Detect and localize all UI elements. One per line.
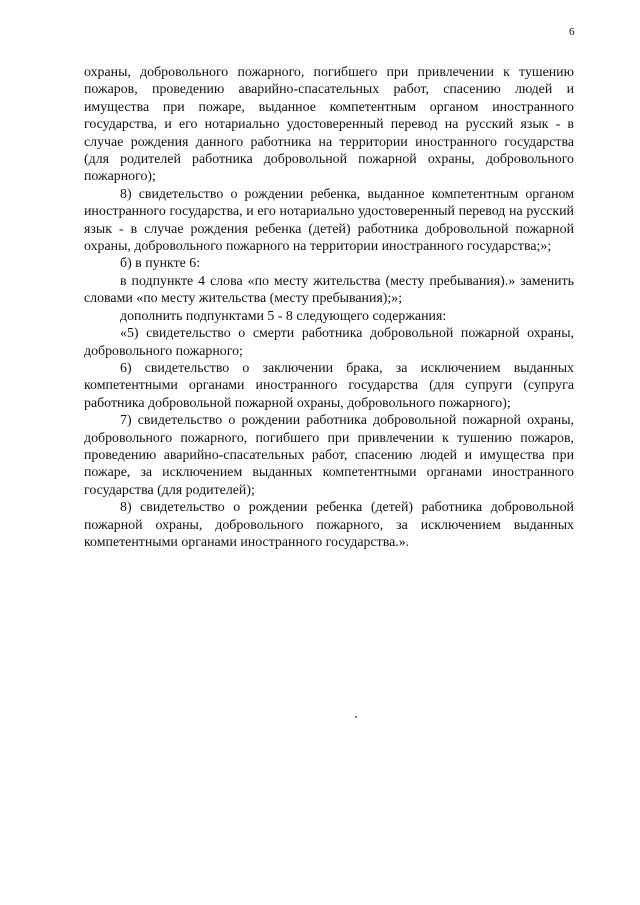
paragraph-continuation: охраны, добровольного пожарного, погибшего при привлечении к тушению пожаров, проведению аварийно-спасательных работ, спасению людей и имущества при пожаре, выданное компетентным органом иностранного государства, и его нотариально удостоверенный перевод на русский язык - в случае рождения данного работника на территории иностранного государства (для родителей работника добровольной пожарной охраны, добровольного пожарного); (84, 65, 574, 185)
paragraph-item-5-death-certificate: «5) свидетельство о смерти работника добровольной пожарной охраны, добровольного пожарного; (84, 326, 574, 359)
document-body (84, 64, 574, 551)
scan-speck (355, 716, 357, 718)
paragraph-item-8-child-birth-certificate: 8) свидетельство о рождении ребенка (детей) работника добровольной пожарной охраны, добровольного пожарного, за исключением выданных компетентными органами иностранного государства.». (84, 500, 574, 550)
paragraph-point-6-heading: б) в пункте 6: (120, 256, 201, 272)
page-number: 6 (569, 26, 575, 38)
paragraph-item-8-child-birth: 8) свидетельство о рождении ребенка, выданное компетентным органом иностранного государства, и его нотариально удостоверенный перевод на русский язык - в случае рождения ребенка (детей) работника добровольной пожарной охраны, добровольного пожарного на территории иностранного государства;»; (84, 186, 574, 255)
paragraph-subpoint-4-amendment: в подпункте 4 слова «по месту жительства (месту пребывания).» заменить словами «по месту жительства (месту пребывания);»; (84, 273, 574, 307)
paragraph-add-subpoints: дополнить подпунктами 5 - 8 следующего содержания: (120, 308, 447, 324)
paragraph-item-7-worker-birth-certificate: 7) свидетельство о рождении работника добровольной пожарной охраны, добровольного пожарного, погибшего при привлечении к тушению пожаров, проведению аварийно-спасательных работ, спасению людей и имущества при пожаре, за исключением выданных компетентными органами иностранного государства (для родителей); (84, 413, 574, 498)
paragraph-item-6-marriage-certificate: 6) свидетельство о заключении брака, за исключением выданных компетентными органами иностранного государства (для супруги (супруга работника добровольной пожарной охраны, добровольного пожарного); (84, 360, 574, 411)
